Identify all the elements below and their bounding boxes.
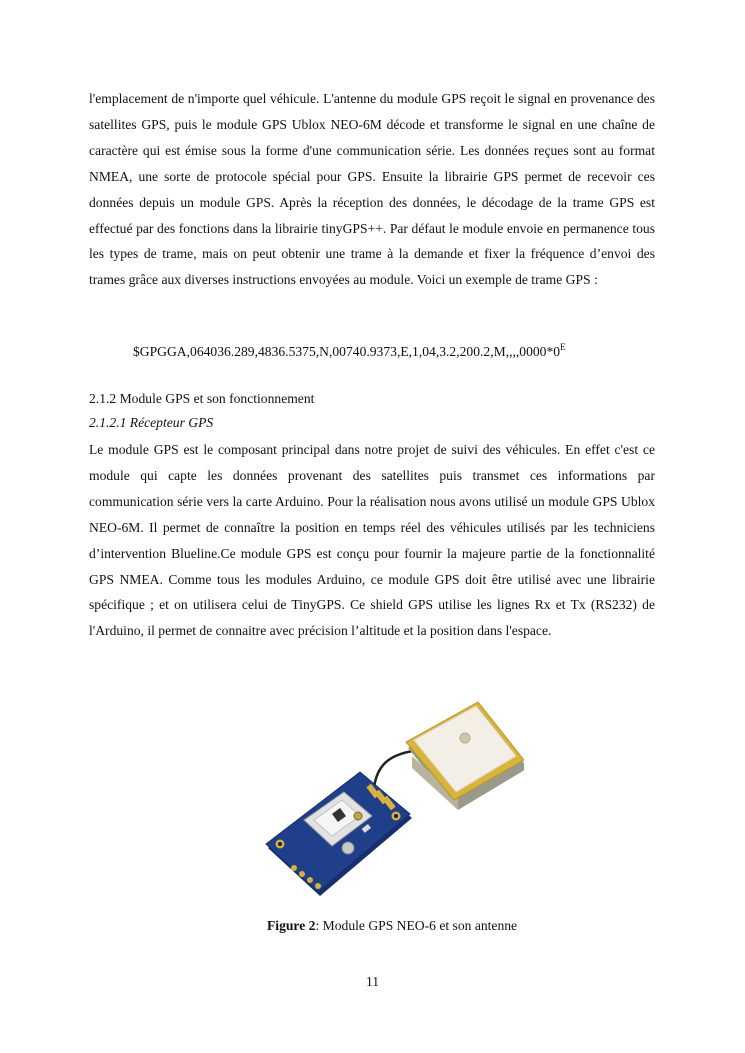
subsection-heading: 2.1.2.1 Récepteur GPS (89, 415, 214, 430)
antenna-patch (406, 702, 524, 810)
figure-caption (267, 914, 517, 938)
section-heading: 2.1.2 Module GPS et son fonctionnement (89, 391, 315, 406)
gps-frame-example (133, 334, 566, 365)
gps-module-image (262, 698, 524, 903)
gps-board (266, 772, 412, 896)
gps-frame-superscript: E (560, 342, 566, 352)
paragraph-gps-receiver: Le module GPS est le composant principal dans notre projet de suivi des véhicules. En effet c'est ce module qui capte les données provenant des satellites puis transmet ces informations par communication série vers la carte Arduino. Pour la réalisation nous avons utilisé un module GPS Ublox NEO-6M. Il permet de connaître la position en temps réel des véhicules utilisés par les techniciens d’intervention Blueline.Ce module GPS est conçu pour fournir la majeure partie de la fonctionnalité GPS NMEA. Comme tous les modules Arduino, ce module GPS doit être utilisé avec une librairie spécifique ; et on utilisera celui de TinyGPS. Ce shield GPS utilise les lignes Rx et Tx (RS232) de l'Arduino, il permet de connaitre avec précision l’altitude et la position dans l'espace. (89, 442, 655, 639)
gps-frame-text: $GPGGA,064036.289,4836.5375,N,00740.9373,E,1,04,3.2,200.2,M,,,,0000*0 (133, 344, 561, 359)
figure-caption-text: : Module GPS NEO-6 et son antenne (315, 918, 518, 933)
figure-caption-label: Figure 2 (267, 918, 316, 933)
page-number: 11 (365, 974, 380, 989)
figure-gps-module (262, 698, 524, 903)
paragraph-gps-intro: l'emplacement de n'importe quel véhicule. L'antenne du module GPS reçoit le signal en provenance des satellites GPS, puis le module GPS Ublox NEO-6M décode et transforme le signal en une chaîne de caractère qui est émise sous la forme d'une communication série. Les données reçues sont au format NMEA, une sorte de protocole spécial pour GPS. Ensuite la librairie GPS permet de recevoir ces données depuis un module GPS. Après la réception des données, le décodage de la trame GPS est effectué par des fonctions dans la librairie tinyGPS++. Par défaut le module envoie en permanence tous les types de trame, mais on peut obtenir une trame à la demande et fixer la fréquence d’envoi des trames grâce aux diverses instructions envoyées au module. Voici un exemple de trame GPS : (89, 91, 655, 288)
